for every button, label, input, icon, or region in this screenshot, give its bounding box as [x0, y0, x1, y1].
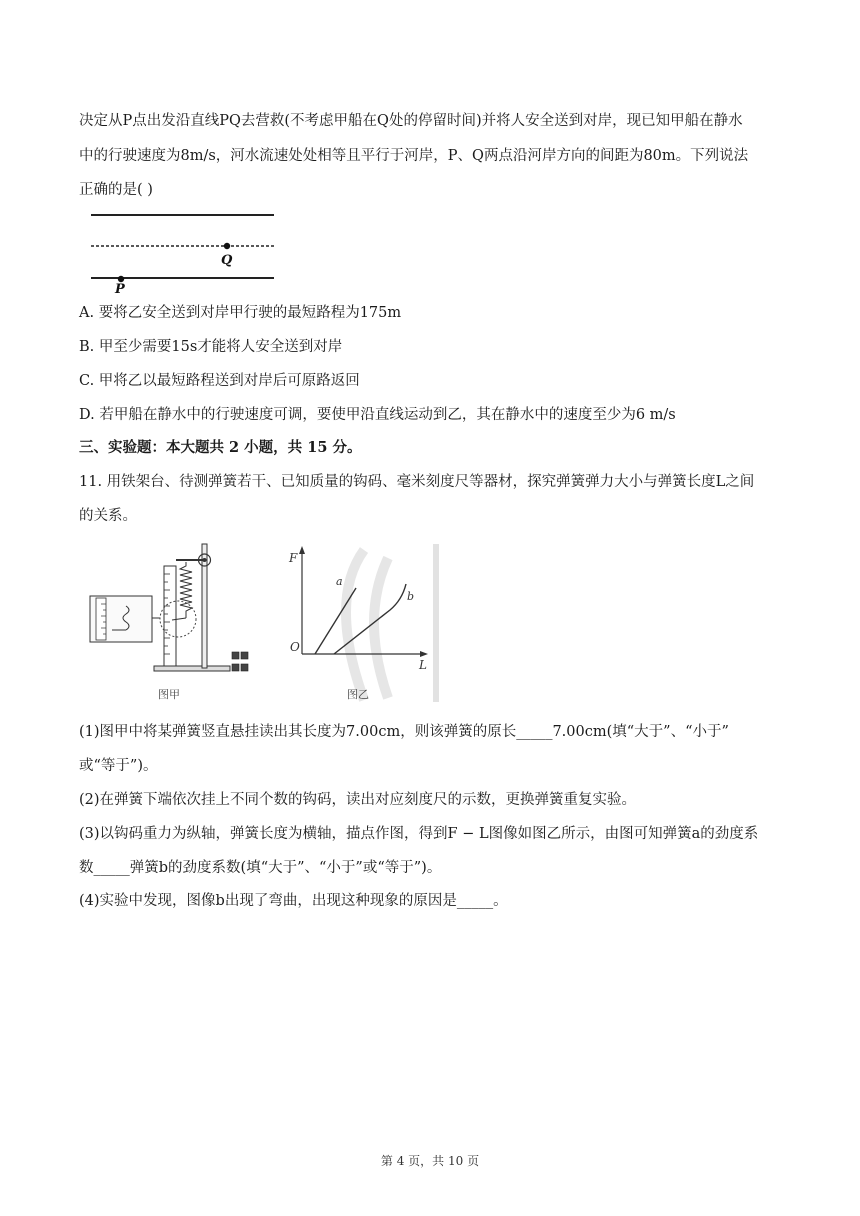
- q11-stem-line-1: 11. 用铁架台、待测弹簧若干、已知质量的钩码、毫米刻度尺等器材，探究弹簧弹力大小与弹簧长度L之间: [79, 474, 755, 490]
- x-axis-label: L: [419, 658, 427, 672]
- q11-part-1-line-2: 或“等于”)。: [79, 758, 158, 774]
- q10-stem-line-3: 正确的是( ): [79, 182, 153, 198]
- river-figure: [88, 208, 278, 294]
- q10-stem-line-1: 决定从P点出发沿直线PQ去营救(不考虑甲船在Q处的停留时间)并将人安全送到对岸，现已知甲船在静水: [79, 113, 743, 129]
- q10-option-c: C. 甲将乙以最短路程送到对岸后可原路返回: [79, 373, 360, 389]
- q11-part-2: (2)在弹簧下端依次挂上不同个数的钩码，读出对应刻度尺的示数，更换弹簧重复实验。: [79, 792, 637, 808]
- q10-stem-line-2: 中的行驶速度为8m/s，河水流速处处相等且平行于河岸，P、Q两点沿河岸方向的间距为80m。下列说法: [79, 148, 749, 164]
- q11-stem-line-2: 的关系。: [79, 508, 137, 524]
- fl-graph-figure: [284, 540, 444, 705]
- q10-option-d: D. 若甲船在静水中的行驶速度可调，要使甲沿直线运动到乙，其在静水中的速度至少为6 m/s: [79, 407, 676, 423]
- origin-label: O: [290, 640, 300, 654]
- q10-option-a: A. 要将乙安全送到对岸甲行驶的最短路程为175m: [79, 305, 402, 321]
- section-title: 三、实验题：本大题共 2 小题，共 15 分。: [79, 439, 362, 456]
- q11-part-1-line-1: (1)图甲中将某弹簧竖直悬挂读出其长度为7.00cm，则该弹簧的原长_____7.00cm(填“大于”、“小于”: [79, 724, 729, 740]
- figure-left-caption: 图甲: [158, 688, 180, 701]
- label-p: P: [115, 282, 125, 294]
- q11-part-3-line-1: (3)以钩码重力为纵轴，弹簧长度为横轴，描点作图，得到F − L图像如图乙所示，由图可知弹簧a的劲度系: [79, 826, 759, 842]
- figure-right-caption: 图乙: [347, 688, 369, 701]
- line-a-label: a: [336, 575, 343, 588]
- point-q: [224, 243, 230, 249]
- y-axis-label: F: [289, 551, 298, 565]
- label-q: Q: [221, 253, 233, 268]
- q11-part-4: (4)实验中发现，图像b出现了弯曲，出现这种现象的原因是_____。: [79, 893, 508, 909]
- page-footer: 第 4 页，共 10 页: [380, 1154, 480, 1168]
- apparatus-figure: [88, 540, 268, 705]
- q10-option-b: B. 甲至少需要15s才能将人安全送到对岸: [79, 339, 343, 355]
- q11-part-3-line-2: 数_____弹簧b的劲度系数(填“大于”、“小于”或“等于”)。: [79, 860, 442, 876]
- line-b-label: b: [407, 590, 415, 603]
